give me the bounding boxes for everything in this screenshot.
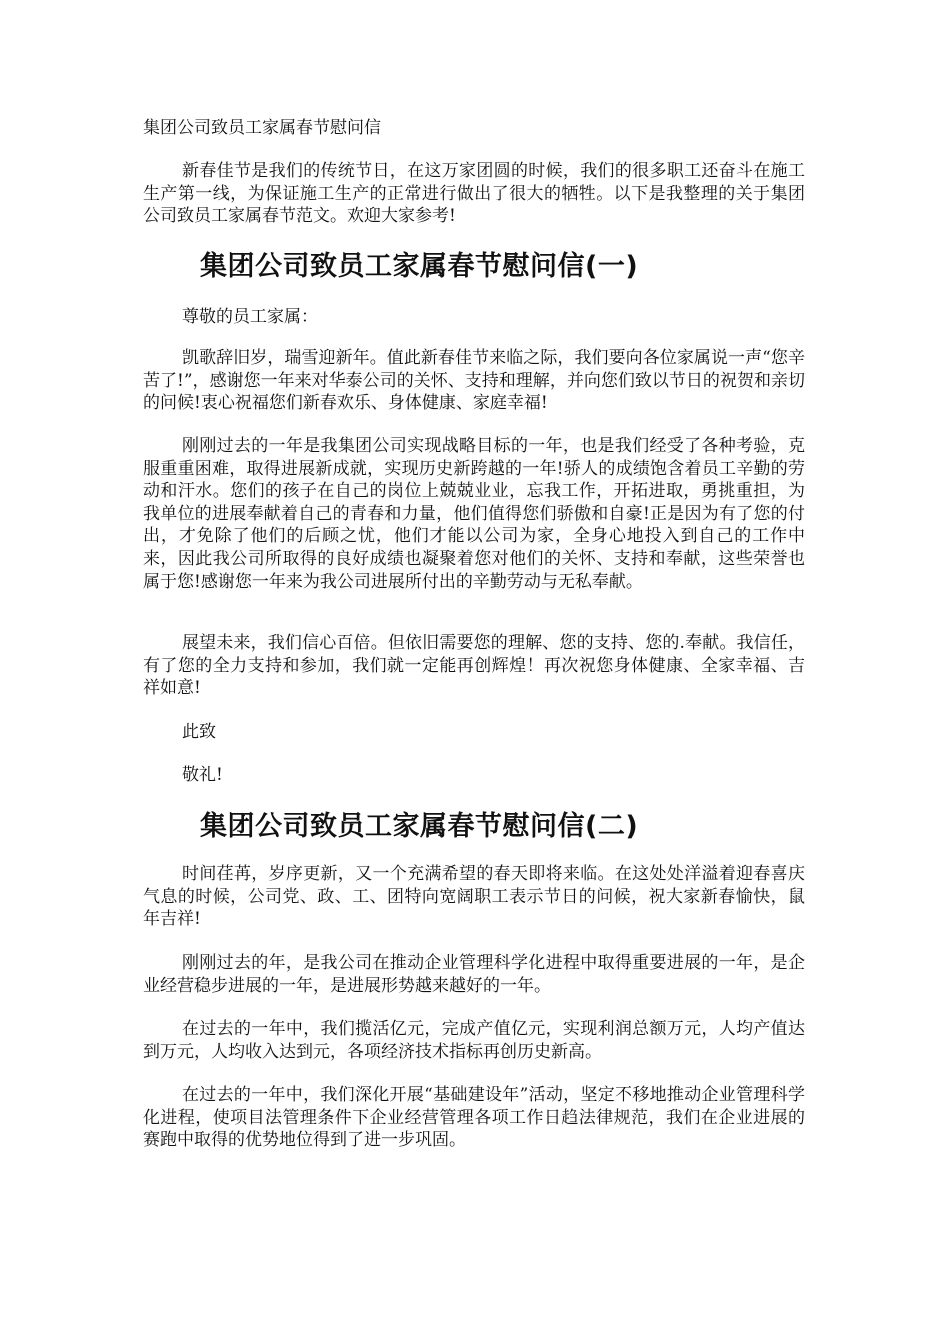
letter1-paragraph-3: 展望未来，我们信心百倍。但依旧需要您的理解、您的支持、您的.奉献。我信任，有了您的全力支持和参加，我们就一定能再创辉煌！再次祝您身体健康、全家幸福、吉祥如意!: [143, 633, 805, 699]
letter1-paragraph-3-block: [143, 632, 805, 700]
letter2-paragraph-1-block: [143, 863, 805, 931]
letter1-paragraph-2-block: [143, 435, 805, 593]
letter1-paragraph-1: 凯歌辞旧岁，瑞雪迎新年。值此新春佳节来临之际，我们要向各位家属说一声“您辛苦了!”，感谢您一年来对华泰公司的关怀、支持和理解，并向您们致以节日的祝贺和亲切的问候!衷心祝福您们新春欢乐、身体健康、家庭幸福!: [143, 348, 805, 414]
intro-paragraph: 新春佳节是我们的传统节日，在这万家团圆的时候，我们的很多职工还奋斗在施工生产第一线，为保证施工生产的正常进行做出了很大的牺牲。以下是我整理的关于集团公司致员工家属春节范文。欢迎大家参考!: [143, 161, 805, 227]
letter1-salutation-block: [143, 306, 805, 329]
letter2-paragraph-1: 时间荏苒，岁序更新，又一个充满希望的春天即将来临。在这处处洋溢着迎春喜庆气息的时候，公司党、政、工、团特向宽阔职工表示节日的问候，祝大家新春愉快，鼠年吉祥!: [143, 864, 805, 930]
intro-section: [143, 160, 805, 228]
letter1-salutation: 尊敬的员工家属：: [182, 307, 318, 327]
letter2-paragraph-2: 刚刚过去的年，是我公司在推动企业管理科学化进程中取得重要进展的一年，是企业经营稳步进展的一年，是进展形势越来越好的一年。: [143, 953, 805, 996]
letter2-paragraph-2-block: [143, 952, 805, 997]
letter1-closing-1: 此致: [182, 722, 216, 742]
letter2-paragraph-4: 在过去的一年中，我们深化开展“基础建设年”活动，坚定不移地推动企业管理科学化进程，使项目法管理条件下企业经营管理各项工作日趋法律规范，我们在企业进展的赛跑中取得的优势地位得到了进一步巩固。: [143, 1085, 805, 1151]
letter2-heading: 集团公司致员工家属春节慰问信(二): [200, 811, 639, 842]
letter2-paragraph-4-block: [143, 1084, 805, 1152]
letter2-paragraph-3-block: [143, 1018, 805, 1063]
letter1-closing-2-block: [143, 764, 805, 787]
letter2-paragraph-3: 在过去的一年中，我们揽活亿元，完成产值亿元，实现利润总额万元，人均产值达到万元，人均收入达到元，各项经济技术指标再创历史新高。: [143, 1019, 805, 1062]
letter1-closing-2: 敬礼!: [182, 765, 223, 785]
letter1-paragraph-1-block: [143, 347, 805, 415]
letter1-closing-1-block: [143, 721, 805, 744]
letter1-heading: 集团公司致员工家属春节慰问信(一): [200, 251, 639, 282]
document-title: 集团公司致员工家属春节慰问信: [143, 118, 381, 138]
letter1-paragraph-2: 刚刚过去的一年是我集团公司实现战略目标的一年，也是我们经受了各种考验，克服重重困难，取得进展新成就，实现历史新跨越的一年!骄人的成绩饱含着员工辛勤的劳动和汗水。您们的孩子在自己的岗位上兢兢业业，忘我工作，开拓进取，勇挑重担，为我单位的进展奉献着自己的青春和力量，他们值得您们骄傲和自豪!正是因为有了您的付出，才免除了他们的后顾之忧，他们才能以公司为家，全身心地投入到自己的工作中来，因此我公司所取得的良好成绩也凝聚着您对他们的关怀、支持和奉献，这些荣誉也属于您!感谢您一年来为我公司进展所付出的辛勤劳动与无私奉献。: [143, 436, 805, 592]
